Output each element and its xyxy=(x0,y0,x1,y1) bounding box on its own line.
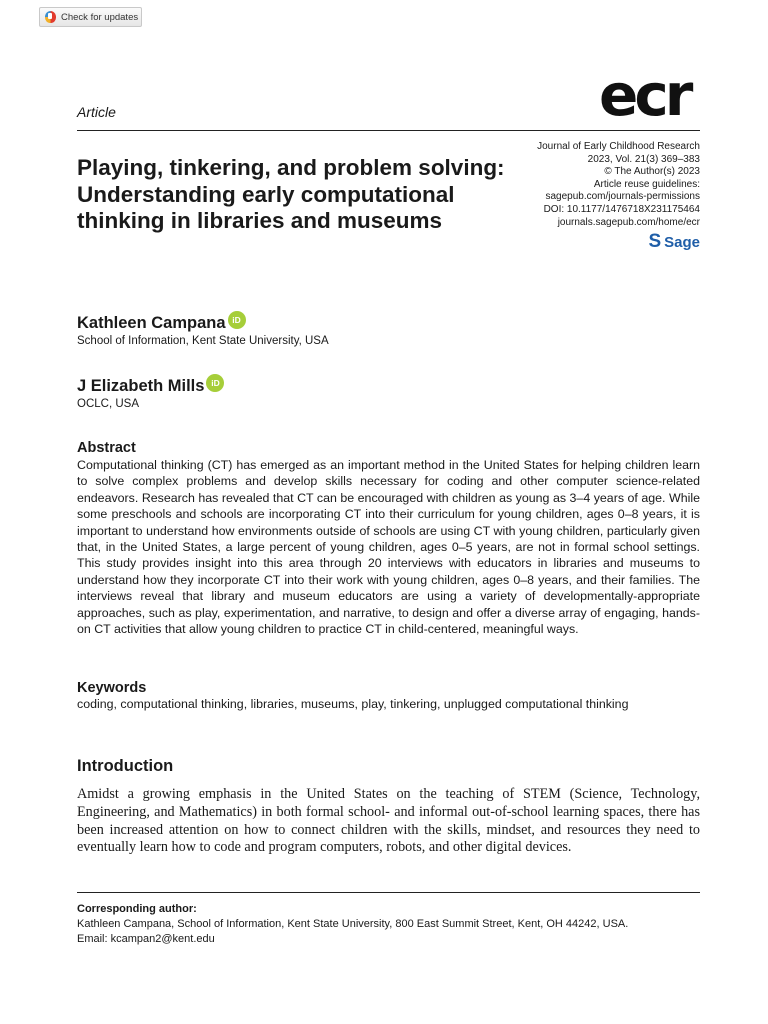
article-type-label: Article xyxy=(77,104,116,120)
permissions-link[interactable]: sagepub.com/journals-permissions xyxy=(545,191,700,203)
reuse-guidelines-label: Article reuse guidelines: xyxy=(593,178,700,190)
introduction-body: Amidst a growing emphasis in the United States on the teaching of STEM (Science, Technology, Engineering, and Mathematics) in both formal school- and informal out-of-school learning spaces, there has been increased attention on how to connect children with the skills, mindset, and resources they need to eventually learn how to code and program computers, robots, and other digital devices. xyxy=(77,786,700,856)
author-name-1 xyxy=(77,314,246,333)
author-affiliation-1: School of Information, Kent State University, USA xyxy=(77,335,329,347)
journal-logo: ecr xyxy=(599,61,690,129)
check-for-updates-button[interactable] xyxy=(39,7,142,27)
orcid-icon[interactable]: iD xyxy=(228,311,246,329)
journal-volume: 2023, Vol. 21(3) 369–383 xyxy=(587,153,700,165)
corresponding-author-email[interactable]: Email: kcampan2@kent.edu xyxy=(77,933,215,945)
doi-link[interactable]: DOI: 10.1177/1476718X231175464 xyxy=(543,203,700,215)
sage-s-icon: S xyxy=(648,231,662,252)
introduction-heading: Introduction xyxy=(77,757,174,775)
journal-info xyxy=(440,141,700,229)
article-title: Playing, tinkering, and problem solving: Understanding early computational thinking in libraries and museums xyxy=(77,155,505,233)
keywords-heading: Keywords xyxy=(77,680,147,696)
journal-name: Journal of Early Childhood Research xyxy=(537,141,700,152)
sage-logo[interactable] xyxy=(648,233,700,251)
abstract-body: Computational thinking (CT) has emerged as an important method in the United States for helping children learn to solve complex problems and develop skills necessary for coding and other computer science-related endeavors. Research has revealed that CT can be encouraged with children as young as 3–4 years of age. While some preschools and schools are incorporating CT into their curriculum for young children, ages 0–8 years, it is important to understand how environments outside of schools are using CT with young children, particularly given that, in the United States, a large percent of young children, ages 0–5 years, are not in formal school settings. This study provides insight into this area through 20 interviews with educators in libraries and museums to understand how they incorporate CT into their work with young children, ages 0–8 years, and their families. The interviews reveal that library and museum educators are using a variety of developmentally-appropriate approaches, such as play, experimentation, and narrative, to design and offer a diverse array of engaging, hands-on CT activities that allow young children to practice CT in child-centered, meaningful ways. xyxy=(77,458,700,637)
corresponding-author-heading: Corresponding author: xyxy=(77,903,197,915)
author-name-2 xyxy=(77,377,224,396)
orcid-icon[interactable]: iD xyxy=(206,374,224,392)
author-name-text: Kathleen Campana xyxy=(77,314,226,332)
crossmark-icon xyxy=(45,11,56,23)
keywords-list: coding, computational thinking, libraries, museums, play, tinkering, unplugged computational thinking xyxy=(77,697,629,711)
header-divider xyxy=(77,130,700,131)
abstract-heading: Abstract xyxy=(77,440,136,456)
footer-divider xyxy=(77,892,700,893)
journal-home-link[interactable]: journals.sagepub.com/home/ecr xyxy=(557,216,700,228)
author-affiliation-2: OCLC, USA xyxy=(77,398,139,410)
copyright: © The Author(s) 2023 xyxy=(604,166,700,178)
author-name-text: J Elizabeth Mills xyxy=(77,377,205,395)
check-for-updates-label: Check for updates xyxy=(61,11,139,23)
corresponding-author-address: Kathleen Campana, School of Information, Kent State University, 800 East Summit Street, Kent, OH 44242, USA. xyxy=(77,918,629,930)
sage-logo-label: Sage xyxy=(664,233,700,251)
